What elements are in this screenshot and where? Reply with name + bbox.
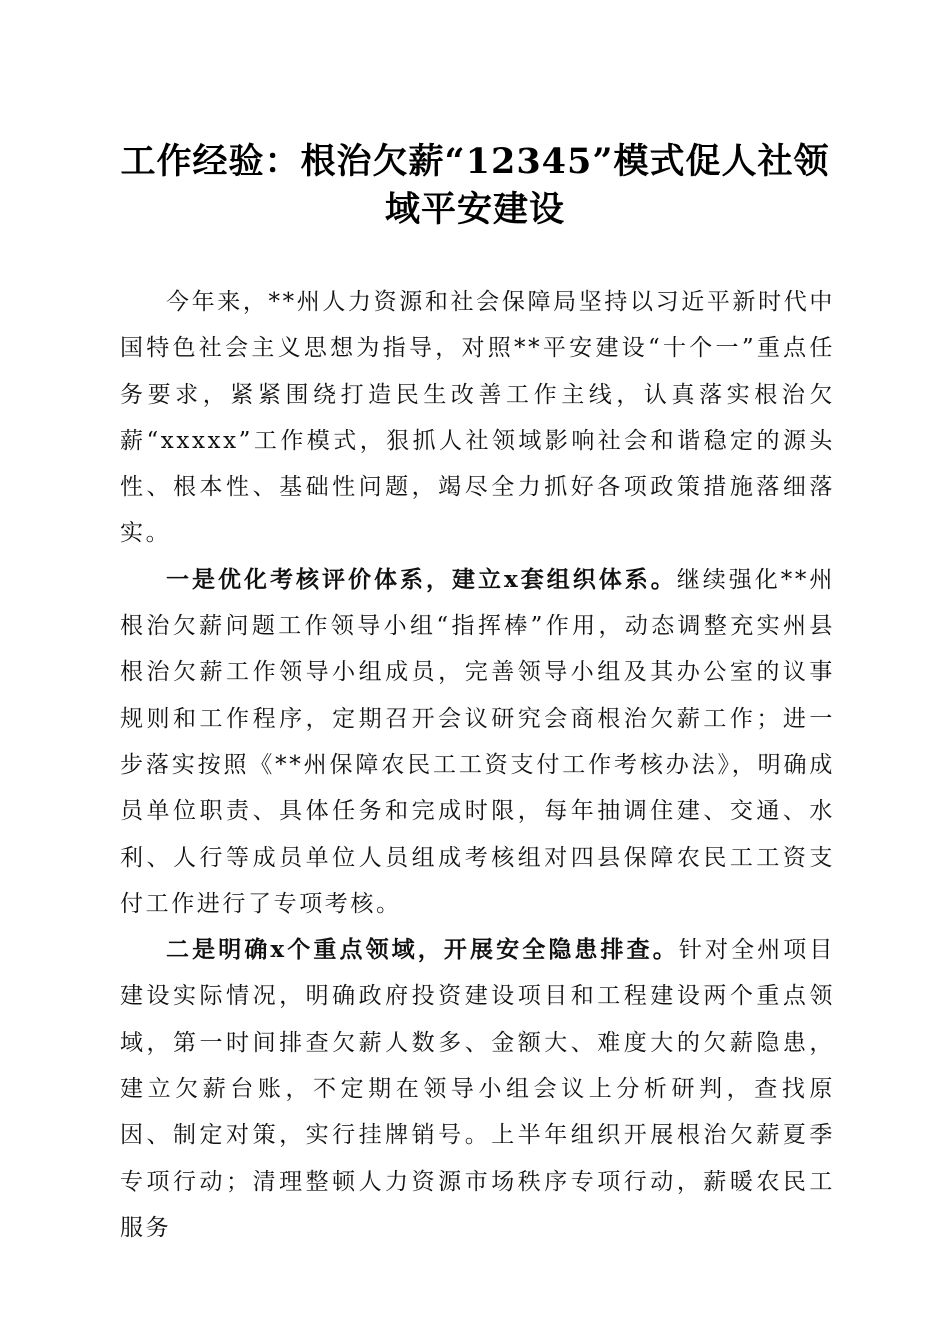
paragraph-text: 今年来，**州人力资源和社会保障局坚持以习近平新时代中国特色社会主义思想为指导，对照**平安建设“十个一”重点任务要求，紧紧围绕打造民生改善工作主线，认真落实根治欠薪“xxxxx”工作模式，狠抓人社领域影响社会和谐稳定的源头性、根本性、基础性问题，竭尽全力抓好各项政策措施落细落实。 <box>120 289 835 547</box>
paragraph-text: 继续强化**州根治欠薪问题工作领导小组“指挥棒”作用，动态调整充实州县根治欠薪工作领导小组成员，完善领导小组及其办公室的议事规则和工作程序，定期召开会议研究会商根治欠薪工作；进一步落实按照《**州保障农民工工资支付工作考核办法》，明确成员单位职责、具体任务和完成时限，每年抽调住建、交通、水利、人行等成员单位人员组成考核组对四县保障农民工工资支付工作进行了专项考核。 <box>120 566 835 917</box>
paragraph-lead: 一是优化考核评价体系，建立x套组织体系。 <box>166 565 677 593</box>
paragraph-text: 针对全州项目建设实际情况，明确政府投资建设项目和工程建设两个重点领域，第一时间排查欠薪人数多、金额大、难度大的欠薪隐患，建立欠薪台账，不定期在领导小组会议上分析研判，查找原因、制定对策，实行挂牌销号。上半年组织开展根治欠薪夏季专项行动；清理整顿人力资源市场秩序专项行动，薪暖农民工服务 <box>120 937 835 1241</box>
paragraph-point-1 <box>120 557 835 927</box>
paragraph-intro <box>120 279 835 557</box>
paragraph-point-2 <box>120 927 835 1251</box>
title-line-1: 工作经验：根治欠薪“12345”模式促人社领 <box>120 141 830 182</box>
title-line-2: 域平安建设 <box>384 189 565 230</box>
paragraph-lead: 二是明确x个重点领域，开展安全隐患排查。 <box>166 936 679 964</box>
document-title <box>100 138 850 234</box>
document-body <box>120 279 835 1251</box>
